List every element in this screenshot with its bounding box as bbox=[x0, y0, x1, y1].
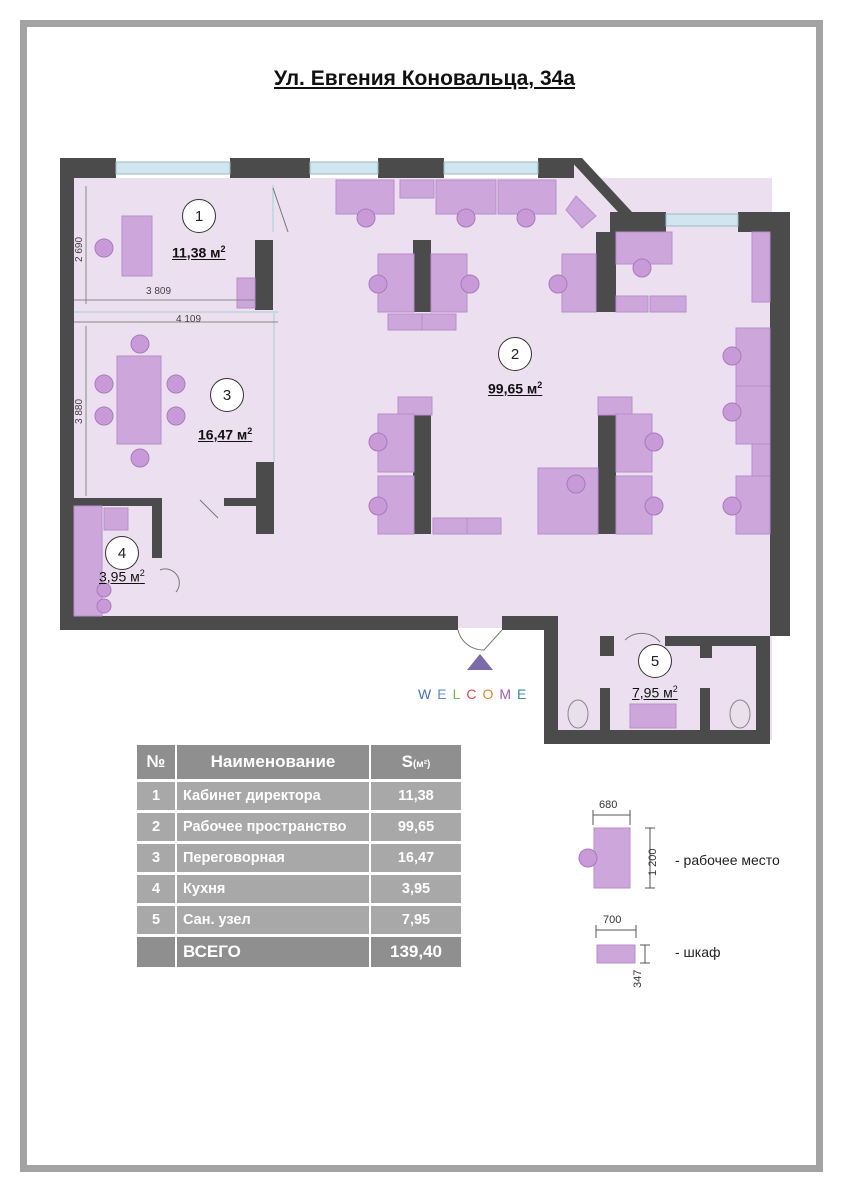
room-number-1: 1 bbox=[182, 199, 216, 233]
room-number-3: 3 bbox=[210, 378, 244, 412]
row-area: 11,38 bbox=[371, 782, 461, 810]
table-total-row bbox=[137, 937, 461, 967]
address-title: Ул. Евгения Коновальца, 34а bbox=[273, 67, 576, 90]
table-row bbox=[137, 906, 461, 934]
room-area-3: 16,47 $м^2$ bbox=[198, 426, 253, 443]
total-area: 139,40 bbox=[371, 937, 461, 967]
entrance-marker-icon bbox=[467, 654, 493, 670]
row-num: 2 bbox=[137, 813, 177, 841]
row-name: Кухня bbox=[177, 875, 371, 903]
header-num: № bbox=[137, 745, 177, 779]
room-number-2: 2 bbox=[498, 337, 532, 371]
room-area-5: 7,95 $м^2$ bbox=[632, 684, 678, 701]
room-area-table bbox=[137, 742, 461, 970]
row-area: 99,65 bbox=[371, 813, 461, 841]
table-row bbox=[137, 875, 461, 903]
room-number-5: 5 bbox=[638, 644, 672, 678]
row-name: Переговорная bbox=[177, 844, 371, 872]
room-area-2: 99,65 $м^2$ bbox=[488, 380, 543, 397]
row-num: 1 bbox=[137, 782, 177, 810]
table-row bbox=[137, 782, 461, 810]
row-name: Сан. узел bbox=[177, 906, 371, 934]
legend-cabinet-width: 700 bbox=[603, 914, 622, 926]
row-num: 3 bbox=[137, 844, 177, 872]
table-header-row bbox=[137, 745, 461, 779]
dimension-room3-height: 3 880 bbox=[74, 398, 85, 424]
legend-workplace-width: 680 bbox=[599, 799, 618, 811]
legend-workplace-depth: 1 200 bbox=[647, 848, 659, 876]
total-label: ВСЕГО bbox=[177, 937, 371, 967]
room-area-1: 11,38 $м^2$ bbox=[172, 244, 226, 261]
dimension-room1-width: 3 809 bbox=[146, 286, 172, 297]
row-name: Кабинет директора bbox=[177, 782, 371, 810]
table-row bbox=[137, 813, 461, 841]
legend-cabinet-depth: 347 bbox=[632, 969, 644, 988]
room-area-4: 3,95 $м^2$ bbox=[99, 568, 145, 585]
row-num: 5 bbox=[137, 906, 177, 934]
row-area: 3,95 bbox=[371, 875, 461, 903]
row-num: 4 bbox=[137, 875, 177, 903]
entrance-welcome-label: WELCOME bbox=[418, 686, 533, 702]
dimension-room1-height: 2 690 bbox=[74, 236, 85, 262]
row-area: 7,95 bbox=[371, 906, 461, 934]
table-row bbox=[137, 844, 461, 872]
header-name: Наименование bbox=[177, 745, 371, 779]
legend-cabinet-label: - шкаф bbox=[675, 944, 721, 960]
dimension-room3-width: 4 109 bbox=[176, 314, 202, 325]
legend-workplace-label: - рабочее место bbox=[675, 852, 780, 868]
row-area: 16,47 bbox=[371, 844, 461, 872]
room-number-4: 4 bbox=[105, 536, 139, 570]
header-area: S(м²) bbox=[371, 745, 461, 779]
row-name: Рабочее пространство bbox=[177, 813, 371, 841]
